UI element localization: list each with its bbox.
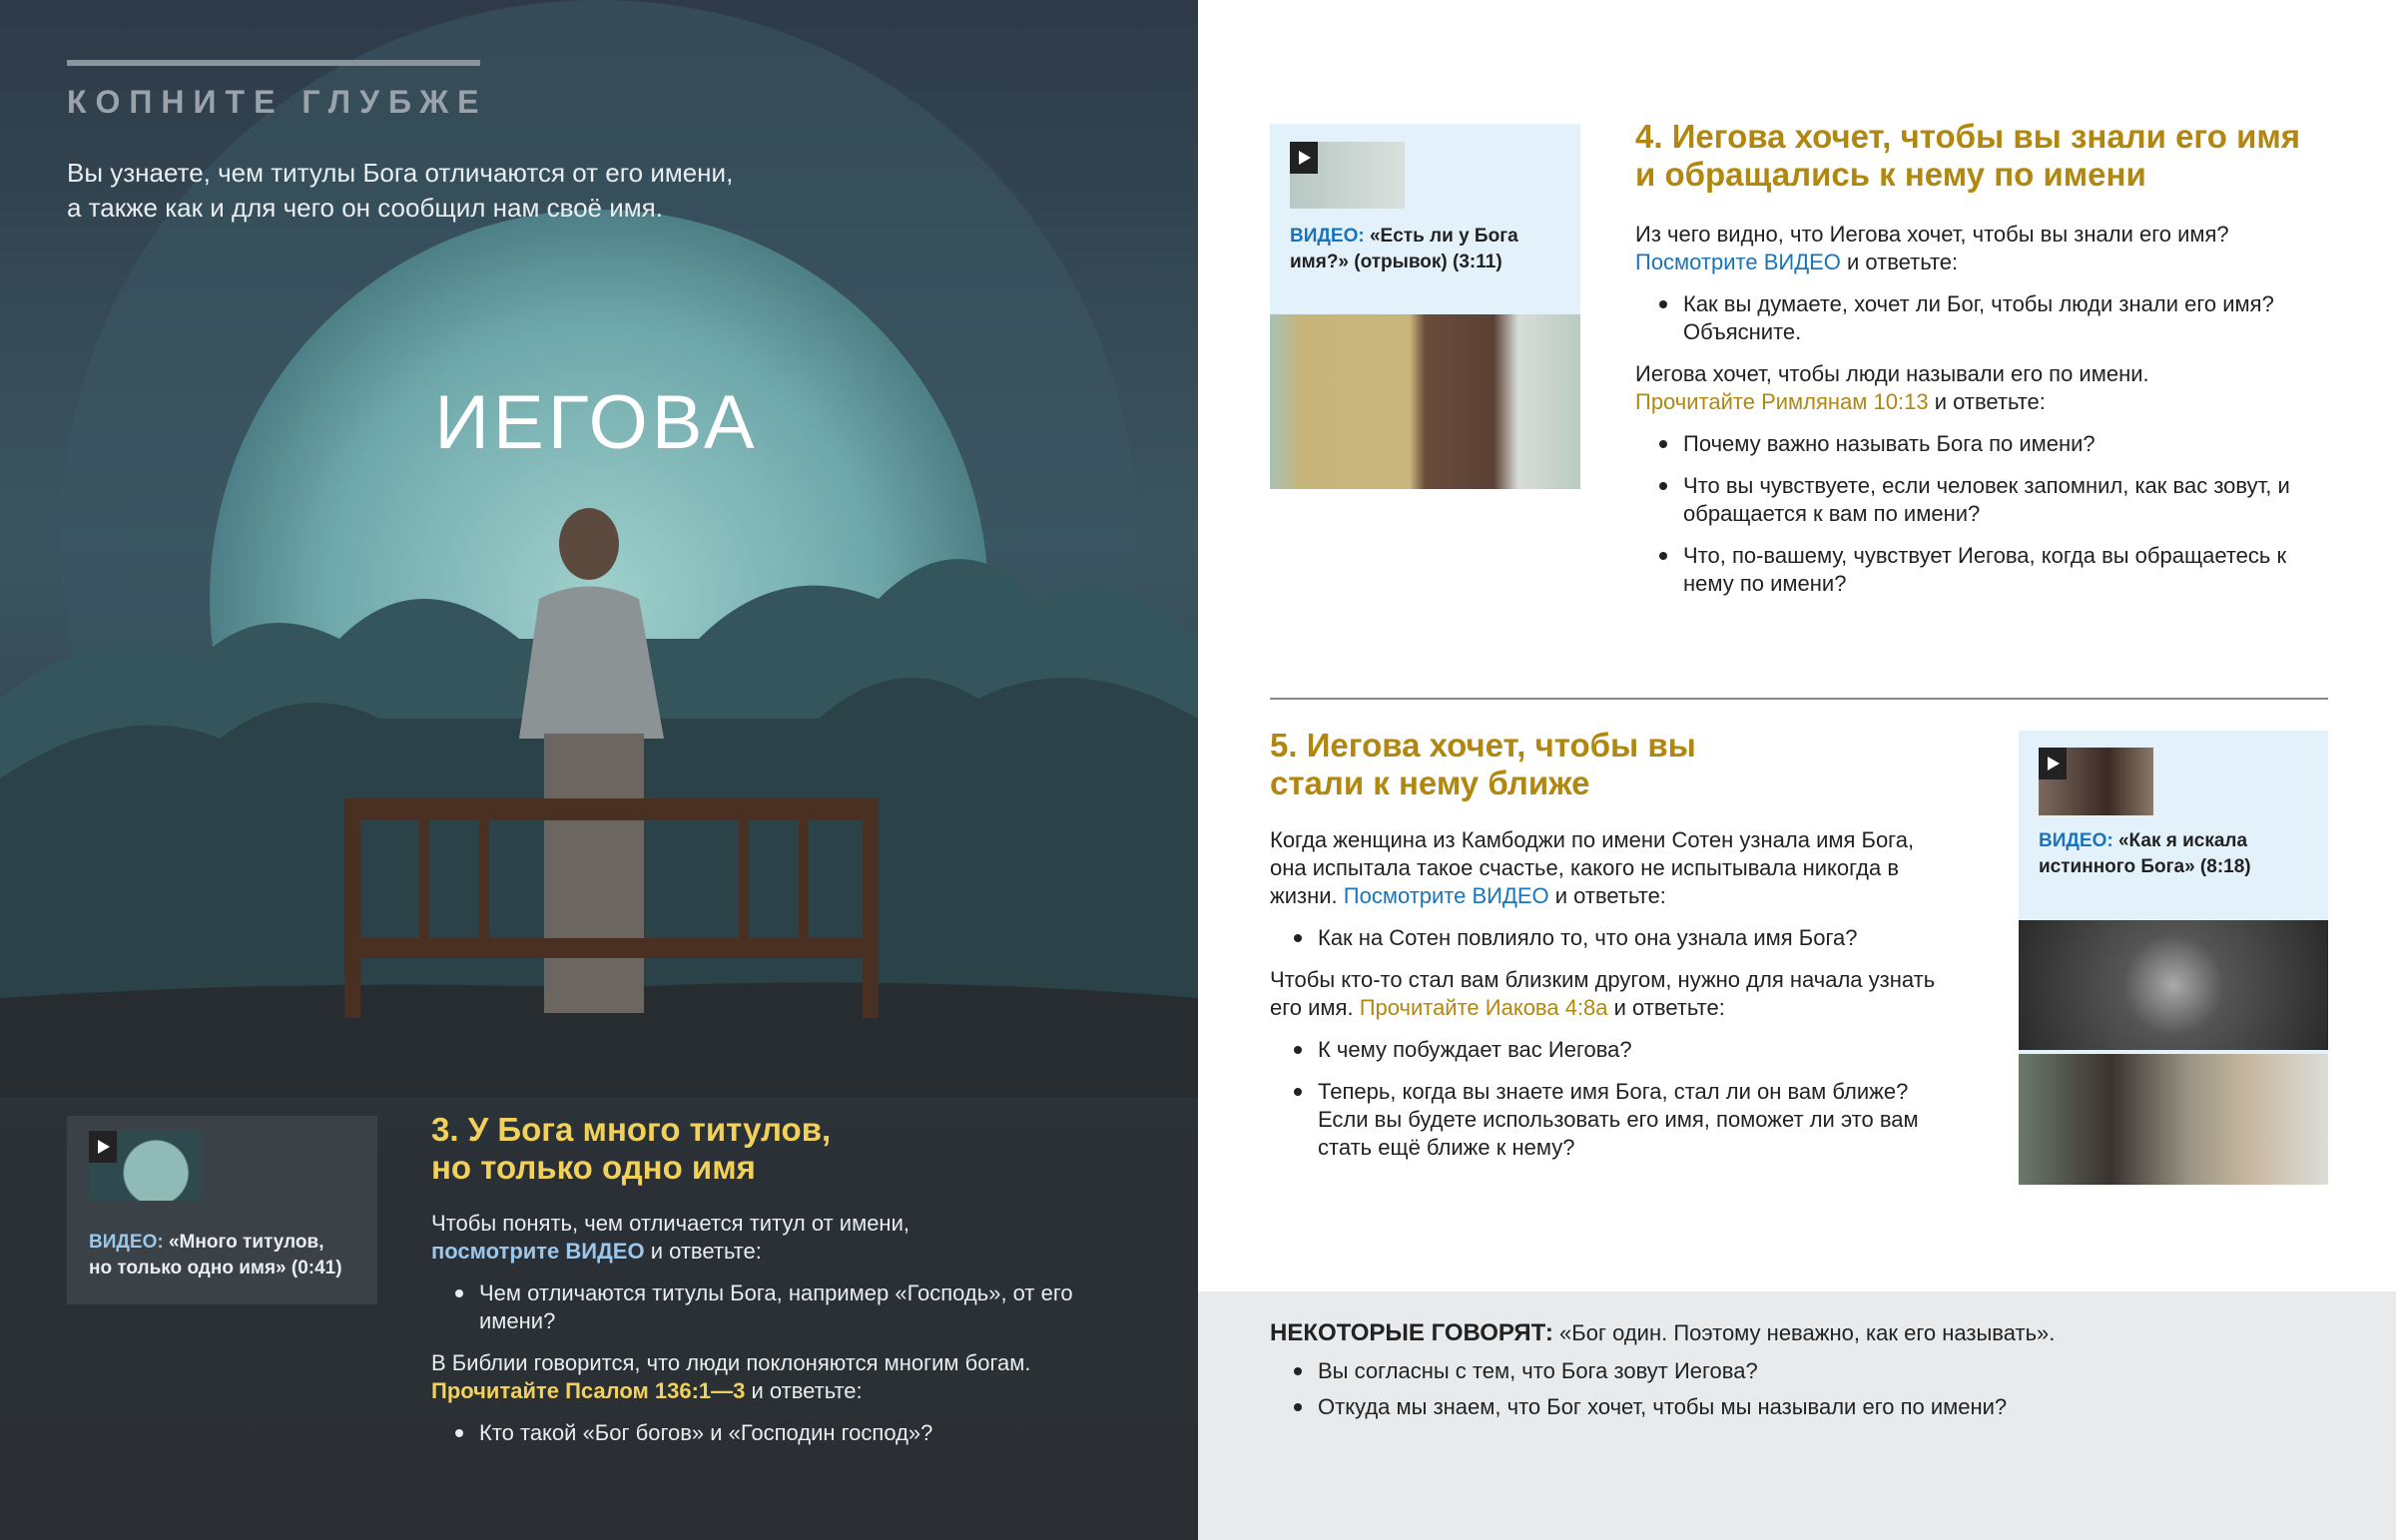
question: Теперь, когда вы знаете имя Бога, стал ли он вам ближе? Если вы будете использовать его имя, поможет ли это вам стать ещё ближе к нему? [1270, 1078, 1949, 1162]
video-thumbnail[interactable] [2039, 748, 2153, 815]
watch-video-link[interactable]: Посмотрите ВИДЕО [1343, 883, 1549, 908]
watch-video-link[interactable]: посмотрите ВИДЕО [431, 1239, 645, 1264]
scripture-link[interactable]: Прочитайте Римлянам 10:13 [1635, 389, 1929, 414]
divine-name-title: ИЕГОВА [434, 380, 759, 465]
question: Чем отличаются титулы Бога, например «Господь», от его имени? [431, 1280, 1080, 1335]
video-still-image-2 [2019, 1054, 2328, 1185]
scripture-link[interactable]: Прочитайте Псалом 136:1—3 [431, 1378, 746, 1403]
video-thumbnail[interactable] [1290, 142, 1405, 209]
play-icon[interactable] [1290, 142, 1318, 174]
question: Как на Сотен повлияло то, что она узнала имя Бога? [1270, 924, 1949, 952]
section-3-heading: 3. У Бога много титулов, но только одно имя [431, 1111, 832, 1186]
section-4-body: Из чего видно, что Иегова хочет, чтобы вы знали его имя? Посмотрите ВИДЕО и ответьте: Как вы думаете, хочет ли Бог, чтобы люди знали его имя? Объясните. Иегова хочет, чтобы люди называли его по имени. Прочитайте Римлянам 10:13 и ответьте: Почему важно называть Бога по имени? Что вы чувствуете, если человек запомнил, как вас зовут, и обращается к вам по имени? Что, по-вашему, чувствует Иегова, когда вы обращаетесь к нему по имени? [1635, 221, 2314, 598]
header-rule [67, 60, 480, 66]
section-5-heading: 5. Иегова хочет, чтобы вы стали к нему ближе [1270, 727, 1696, 801]
video-still-image-1 [2019, 920, 2328, 1050]
section-kicker: КОПНИТЕ ГЛУБЖЕ [67, 84, 488, 120]
video-still-image [1270, 314, 1580, 489]
question: Как вы думаете, хочет ли Бог, чтобы люди знали его имя? Объясните. [1635, 290, 2314, 346]
question: Почему важно называть Бога по имени? [1635, 430, 2314, 458]
intro-text: Вы узнаете, чем титулы Бога отличаются от его имени, а также как и для чего он сообщил нам своё имя. [67, 158, 734, 223]
question: Кто такой «Бог богов» и «Господин господ»? [431, 1419, 1080, 1447]
video-card-3[interactable]: ВИДЕО: «Много титулов, но только одно имя» (0:41) [67, 1116, 377, 1304]
question: Вы согласны с тем, что Бога зовут Иегова? [1270, 1357, 2348, 1385]
question: Что вы чувствуете, если человек запомнил, как вас зовут, и обращается к вам по имени? [1635, 472, 2314, 528]
question: К чему побуждает вас Иегова? [1270, 1036, 1949, 1064]
question: Что, по-вашему, чувствует Иегова, когда вы обращаетесь к нему по имени? [1635, 542, 2314, 598]
play-icon[interactable] [89, 1131, 117, 1163]
watch-video-link[interactable]: Посмотрите ВИДЕО [1635, 250, 1841, 274]
some-say-box: НЕКОТОРЫЕ ГОВОРЯТ: «Бог один. Поэтому неважно, как его называть». Вы согласны с тем, что Бога зовут Иегова? Откуда мы знаем, что Бог хочет, чтобы мы называли его по имени? [1198, 1291, 2396, 1540]
section-3-body: Чтобы понять, чем отличается титул от имени, посмотрите ВИДЕО и ответьте: Чем отличаются титулы Бога, например «Господь», от его имени? В Библии говорится, что люди поклоняются многим богам. Прочитайте Псалом 136:1—3 и ответьте: Кто такой «Бог богов» и «Господин господ»? [431, 1210, 1080, 1447]
section-4-heading: 4. Иегова хочет, чтобы вы знали его имя и обращались к нему по имени [1635, 118, 2301, 193]
scripture-link[interactable]: Прочитайте Иакова 4:8а [1359, 995, 1608, 1020]
section-5-body: Когда женщина из Камбоджи по имени Сотен узнала имя Бога, она испытала такое счастье, какого не испытывала никогда в жизни. Посмотрите ВИДЕО и ответьте: Как на Сотен повлияло то, что она узнала имя Бога? Чтобы кто-то стал вам близким другом, нужно для начала узнать его имя. Прочитайте Иакова 4:8а и ответьте: К чему побуждает вас Иегова? Теперь, когда вы знаете имя Бога, стал ли он вам ближе? Если вы будете использовать его имя, поможет ли это вам стать ещё ближе к нему? [1270, 826, 1949, 1162]
video-card-5[interactable]: ВИДЕО: «Как я искала истинного Бога» (8:18) [2019, 731, 2328, 1185]
play-icon[interactable] [2039, 748, 2067, 779]
section-divider [1270, 698, 2328, 700]
question: Откуда мы знаем, что Бог хочет, чтобы мы называли его по имени? [1270, 1393, 2348, 1421]
video-card-4[interactable]: ВИДЕО: «Есть ли у Бога имя?» (отрывок) (3:11) [1270, 124, 1580, 489]
video-thumbnail[interactable] [89, 1131, 201, 1201]
some-say-label: НЕКОТОРЫЕ ГОВОРЯТ: [1270, 1319, 1553, 1346]
